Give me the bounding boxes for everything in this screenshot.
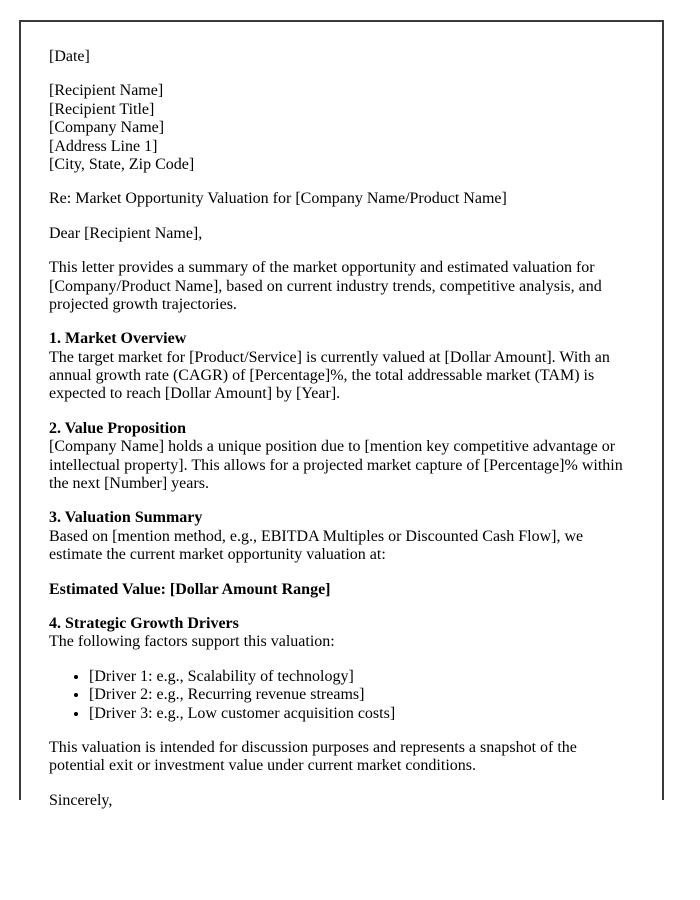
- recipient-title-line: [Recipient Title]: [49, 100, 155, 118]
- intro-text: This letter provides a summary of the market opportunity and estimated valuation for [Company/Product Name], based on current industry trends, competitive analysis, and projected growth trajectories.: [49, 259, 602, 313]
- list-item-driver-3: • [Driver 3: e.g., Low customer acquisition costs]: [89, 705, 632, 723]
- salutation-text: Dear [Recipient Name],: [49, 224, 203, 242]
- section-heading-market-overview: 1. Market Overview: [49, 330, 187, 348]
- section-heading-strategic-growth-drivers: 4. Strategic Growth Drivers: [49, 614, 239, 632]
- closing-note-paragraph: [49, 739, 632, 776]
- date-placeholder: [49, 48, 632, 66]
- list-item-driver-1: • [Driver 1: e.g., Scalability of technology]: [89, 668, 632, 686]
- estimated-value-text: Estimated Value: [Dollar Amount Range]: [49, 580, 331, 598]
- section-body-market-overview: The target market for [Product/Service] is currently valued at [Dollar Amount]. With an annual growth rate (CAGR) of [Percentage]%, the total addressable market (TAM) is expected to reach [Dollar Amount] by [Year].: [49, 348, 610, 403]
- city-state-zip-line: [City, State, Zip Code]: [49, 155, 195, 173]
- estimated-value-line: [49, 581, 632, 599]
- intro-paragraph: [49, 259, 632, 314]
- section-market-overview: [49, 330, 632, 404]
- section-body-valuation-summary: Based on [mention method, e.g., EBITDA Multiples or Discounted Cash Flow], we estimate the current market opportunity valuation at:: [49, 527, 584, 564]
- recipient-name-line: [Recipient Name]: [49, 82, 164, 100]
- section-value-proposition: [49, 420, 632, 494]
- subject-text: Re: Market Opportunity Valuation for [Company Name/Product Name]: [49, 190, 507, 208]
- date-text: [Date]: [49, 48, 90, 65]
- section-valuation-summary: [49, 509, 632, 564]
- letter-page: [19, 20, 664, 809]
- section-body-strategic-growth-drivers: The following factors support this valuation:: [49, 633, 335, 651]
- list-item-driver-2: • [Driver 2: e.g., Recurring revenue streams]: [89, 686, 632, 704]
- section-heading-value-proposition: 2. Value Proposition: [49, 419, 187, 437]
- salutation: [49, 225, 632, 243]
- address-line: [Address Line 1]: [49, 137, 158, 155]
- closing-note-text: This valuation is intended for discussion purposes and represents a snapshot of the potential exit or investment value under current market conditions.: [49, 738, 577, 775]
- signoff-line: [49, 792, 632, 810]
- company-name-line: [Company Name]: [49, 119, 165, 137]
- section-strategic-growth-drivers: [49, 615, 632, 652]
- section-body-value-proposition: [Company Name] holds a unique position due to [mention key competitive advantage or intellectual property]. This allows for a projected market capture of [Percentage]% within the next [Number] years.: [49, 438, 623, 493]
- signoff-text: Sincerely,: [49, 791, 113, 809]
- subject-line: [49, 190, 632, 208]
- recipient-address-block: [49, 82, 632, 174]
- section-heading-valuation-summary: 3. Valuation Summary: [49, 509, 203, 527]
- growth-drivers-list: [49, 668, 632, 723]
